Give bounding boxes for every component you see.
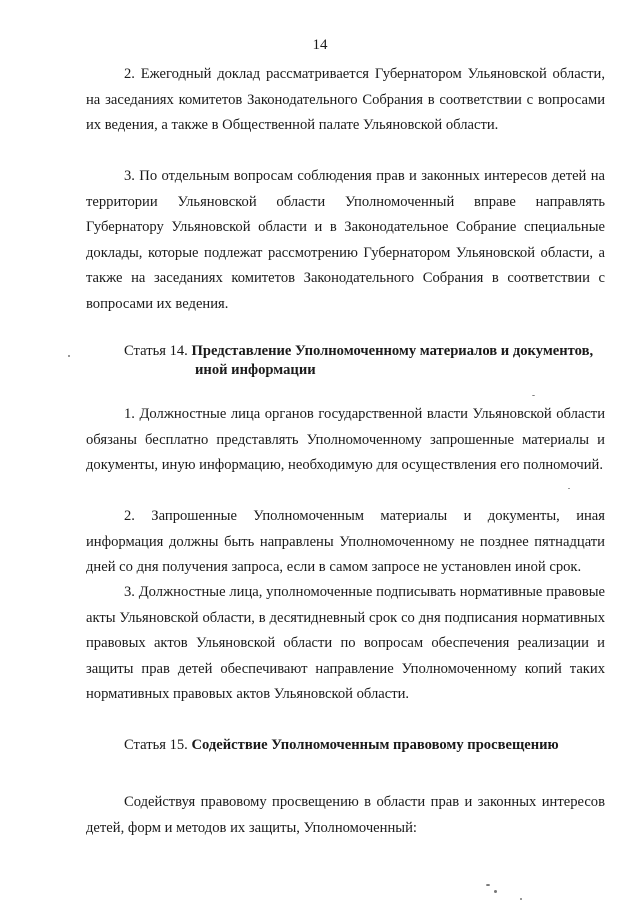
scan-speck	[68, 355, 70, 357]
article-15-title: Содействие Уполномоченным правовому просвещению	[191, 737, 559, 753]
scan-speck	[520, 898, 522, 900]
article-14-title-line2: иной информации	[195, 362, 316, 378]
scan-speck	[532, 395, 535, 396]
scan-speck	[494, 890, 497, 893]
paragraph-14-3: 3. Должностные лица, уполномоченные подписывать нормативные правовые акты Ульяновской области, в десятидневный срок со дня подписания нормативных правовых актов Ульяновской области по вопросам обеспечения реализации и защиты прав детей обеспечивают направление Уполномоченному копий таких нормативных правовых актов Ульяновской области.	[86, 584, 605, 703]
article-14-prefix: Статья 14.	[124, 343, 188, 359]
paragraph-15-intro: Содействуя правовому просвещению в области прав и законных интересов детей, форм и методов их защиты, Уполномоченный:	[86, 794, 605, 836]
paragraph-14-1: 1. Должностные лица органов государственной власти Ульяновской области обязаны бесплатно представлять Уполномоченному запрошенные материалы и документы, иную информацию, необходимую для осуществления его полномочий.	[86, 406, 605, 474]
paragraph-14-2: 2. Запрошенные Уполномоченным материалы и документы, иная информация должны быть направлены Уполномоченному не позднее пятнадцати дней со дня получения запроса, если в самом запросе не установлен иной срок.	[86, 508, 605, 576]
article-15-heading	[86, 736, 605, 755]
page-number: 14	[312, 37, 328, 53]
paragraph-13-3: 3. По отдельным вопросам соблюдения прав и законных интересов детей на территории Ульяновской области Уполномоченный вправе направлять Губернатору Ульяновской области и в Законодательное Собрание специальные доклады, которые подлежат рассмотрению Губернатором Ульяновской области, а также на заседаниях комитетов Законодательного Собрания в соответствии с вопросами их ведения.	[86, 168, 605, 312]
article-14-title-line1: Представление Уполномоченному материалов и документов,	[191, 343, 594, 359]
paragraph-13-2: 2. Ежегодный доклад рассматривается Губернатором Ульяновской области, на заседаниях комитетов Законодательного Собрания в соответствии с вопросами их ведения, а также в Общественной палате Ульяновской области.	[86, 66, 605, 134]
scan-speck	[568, 488, 570, 489]
article-14-heading	[86, 342, 605, 380]
article-15-prefix: Статья 15.	[124, 737, 188, 753]
scan-speck	[486, 884, 490, 886]
